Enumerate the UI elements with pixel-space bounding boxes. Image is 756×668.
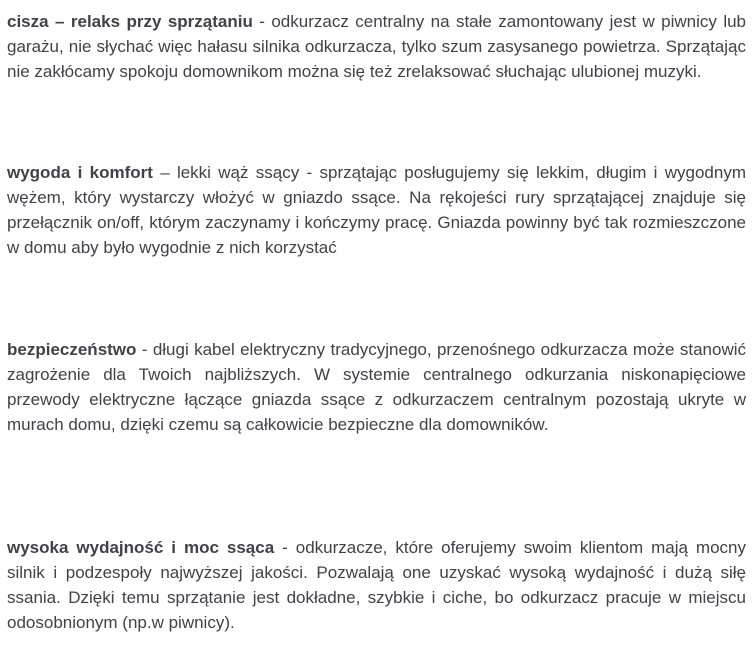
paragraph-cisza (7, 9, 746, 84)
paragraph-separator: - (274, 538, 296, 557)
paragraph-wygoda (7, 160, 746, 260)
paragraph-lead: bezpieczeństwo (7, 340, 137, 359)
paragraph-lead: wygoda i komfort (7, 163, 153, 182)
paragraph-wydajnosc (7, 535, 746, 635)
paragraph-lead: cisza – relaks przy sprzątaniu (7, 12, 253, 31)
paragraph-lead: wysoka wydajność i moc ssąca (7, 538, 275, 557)
paragraph-bezpieczenstwo (7, 337, 746, 437)
paragraph-separator: - (136, 340, 153, 359)
paragraph-body: odkurzacz centralny na stałe zamontowany jest w piwnicy lub garażu, nie słychać więc hałasu silnika odkurzacza, tylko szum zasysanego powietrza. Sprzątając nie zakłócamy spokoju domownikom można się też zrelaksować słuchając ulubionej muzyki. (7, 12, 747, 81)
paragraph-body: lekki wąż ssący - sprzątając posługujemy się lekkim, długim i wygodnym wężem, który wystarczy włożyć w gniazdo ssące. Na rękojeści rury sprzątającej znajduje się przełącznik on/off, którym zaczynamy i kończymy pracę. Gniazda powinny być tak rozmieszczone w domu aby było wygodnie z nich korzystać (7, 163, 746, 257)
paragraph-separator: - (252, 12, 272, 31)
paragraph-body: odkurzacze, które oferujemy swoim klientom mają mocny silnik i podzespoły najwyższej jakości. Pozwalają one uzyskać wysoką wydajność i dużą siłę ssania. Dzięki temu sprzątanie jest dokładne, szybkie i ciche, bo odkurzacz pracuje w miejscu odosobnionym (np.w piwnicy). (7, 538, 747, 632)
paragraph-body: długi kabel elektryczny tradycyjnego, przenośnego odkurzacza może stanowić zagrożenie dla Twoich najbliższych. W systemie centralnego odkurzania niskonapięciowe przewody elektryczne łączące gniazda ssące z odkurzaczem centralnym pozostają ukryte w murach domu, dzięki czemu są całkowicie bezpieczne dla domowników. (7, 340, 746, 434)
paragraph-separator: – (152, 163, 177, 182)
